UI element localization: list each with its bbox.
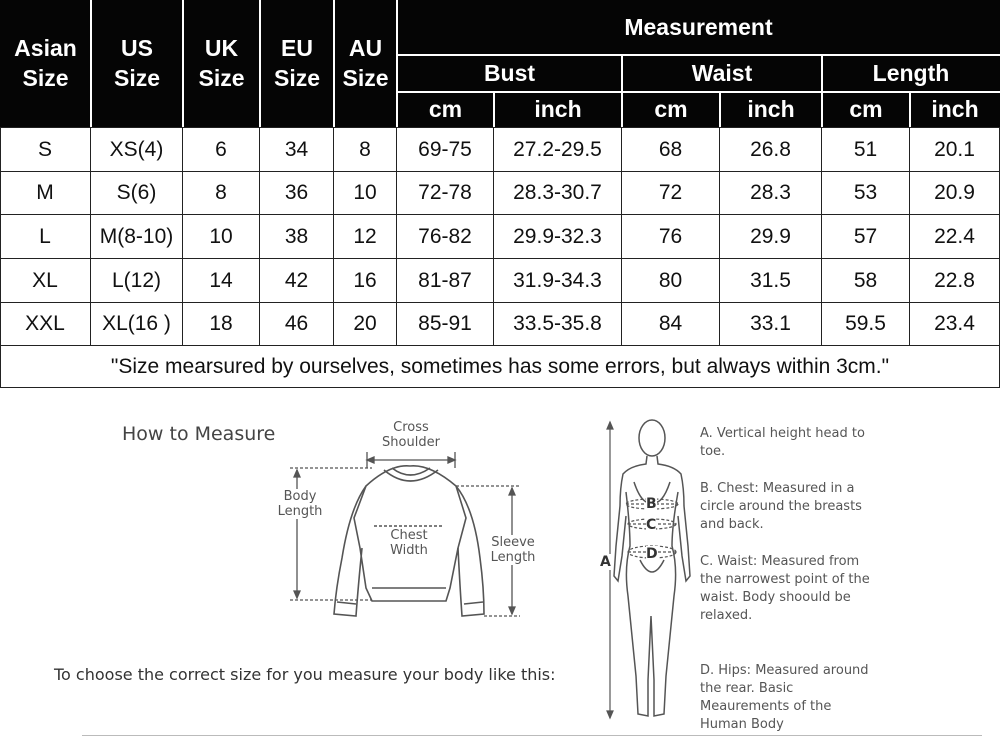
table-row: [0, 172, 1000, 214]
cell-length-cm: 51: [853, 137, 878, 161]
cell-bust-cm: 76-82: [418, 224, 472, 248]
header-divider: [182, 0, 184, 127]
header-us-size: [91, 0, 183, 127]
header-unit-label: cm: [428, 95, 463, 122]
marker-b: B: [646, 496, 657, 512]
cell-uk-size: 18: [209, 312, 233, 335]
cell-length-inch: 22.4: [934, 224, 975, 248]
header-us-size-label: US Size: [113, 34, 161, 91]
definition-c: C. Waist: Measured from the narrowest point of the waist. Body shoould be relaxed.: [700, 554, 870, 623]
measure-guide: [0, 388, 1000, 741]
cell-waist-inch: 28.3: [750, 181, 791, 204]
cell-length-cm: 58: [853, 268, 878, 292]
header-asian-size: [0, 0, 91, 127]
cell-waist-cm: 84: [658, 312, 683, 335]
header-measurement: [397, 0, 1000, 55]
cell-bust-inch: 28.3-30.7: [513, 181, 602, 204]
header-divider: [259, 0, 261, 127]
measurement-note: "Size mearsured by ourselves, sometimes has some errors, but always within 3cm.": [110, 355, 890, 378]
cell-us-size: M(8-10): [99, 224, 174, 248]
header-divider: [909, 92, 911, 127]
cell-au-size: 12: [353, 224, 377, 248]
cell-uk-size: 10: [209, 224, 233, 248]
header-measurement-label: Measurement: [624, 13, 773, 40]
marker-d: D: [646, 546, 658, 562]
cell-waist-cm: 76: [658, 224, 683, 248]
header-divider: [821, 55, 823, 127]
cell-asian-size: XXL: [25, 312, 65, 335]
header-unit-label: cm: [654, 95, 688, 122]
cell-us-size: S(6): [116, 181, 157, 204]
table-row: [0, 259, 1000, 302]
header-waist: [622, 55, 822, 92]
definition-d: D. Hips: Measured around the rear. Basic Meaurements of the Human Body: [700, 663, 869, 732]
cell-us-size: XL(16 ): [102, 312, 171, 335]
header-eu-size-label: EU Size: [273, 34, 321, 91]
cell-bust-cm: 85-91: [418, 312, 472, 335]
header-uk-size-label: UK Size: [198, 34, 245, 91]
header-length-inch: [910, 92, 1000, 127]
cell-uk-size: 8: [215, 181, 227, 204]
header-length-cm: [822, 92, 910, 127]
header-uk-size: [183, 0, 260, 127]
header-divider: [493, 92, 495, 127]
definition-b: B. Chest: Measured in a circle around the breasts and back.: [700, 481, 862, 532]
cell-waist-inch: 29.9: [750, 224, 791, 248]
cell-length-inch: 22.8: [934, 268, 975, 292]
cell-uk-size: 6: [215, 137, 227, 161]
cell-bust-inch: 31.9-34.3: [513, 268, 602, 292]
cell-eu-size: 46: [284, 312, 309, 335]
cell-length-cm: 59.5: [845, 312, 886, 335]
header-eu-size: [260, 0, 334, 127]
header-unit-label: cm: [849, 95, 883, 122]
chest-width-label: Chest Width: [384, 528, 434, 558]
header-divider: [397, 54, 1000, 56]
table-row: [0, 303, 1000, 345]
header-divider: [396, 0, 398, 127]
cell-asian-size: XL: [32, 268, 58, 292]
cell-waist-cm: 72: [658, 181, 683, 204]
header-bust-cm: [397, 92, 494, 127]
header-divider: [333, 0, 335, 127]
header-bust: [397, 55, 622, 92]
header-waist-label: Waist: [691, 59, 753, 86]
cell-bust-cm: 69-75: [418, 137, 472, 161]
table-row: [0, 215, 1000, 258]
cell-au-size: 20: [353, 312, 377, 335]
cell-bust-cm: 81-87: [418, 268, 472, 292]
cell-length-inch: 20.9: [934, 181, 975, 204]
table-row: [0, 128, 1000, 171]
header-bust-label: Bust: [483, 59, 536, 86]
cell-waist-cm: 80: [658, 268, 683, 292]
cell-asian-size: S: [37, 137, 52, 161]
cell-asian-size: M: [36, 181, 54, 204]
cell-eu-size: 42: [284, 268, 309, 292]
header-waist-inch: [720, 92, 822, 127]
cell-length-inch: 20.1: [934, 137, 975, 161]
cell-waist-inch: 31.5: [750, 268, 791, 292]
header-divider: [621, 55, 623, 127]
cell-au-size: 16: [353, 268, 377, 292]
instruction-text: To choose the correct size for you measure your body like this:: [54, 665, 556, 684]
body-length-label: Body Length: [270, 489, 330, 519]
cell-bust-inch: 29.9-32.3: [513, 224, 602, 248]
header-length-label: Length: [872, 59, 950, 86]
cell-eu-size: 34: [284, 137, 309, 161]
cell-us-size: XS(4): [109, 137, 164, 161]
cell-waist-cm: 68: [658, 137, 683, 161]
marker-a: A: [600, 554, 611, 570]
header-waist-cm: [622, 92, 720, 127]
header-divider: [719, 92, 721, 127]
header-unit-label: inch: [931, 95, 979, 122]
header-unit-label: inch: [534, 95, 582, 122]
marker-c: C: [646, 517, 657, 533]
cell-length-inch: 23.4: [934, 312, 975, 335]
bottom-divider: [82, 735, 982, 736]
cell-length-cm: 57: [853, 224, 878, 248]
cross-shoulder-label: Cross Shoulder: [382, 420, 440, 450]
cell-bust-inch: 33.5-35.8: [513, 312, 602, 335]
header-divider: [90, 0, 92, 127]
guide-title: How to Measure: [122, 423, 276, 445]
header-length: [822, 55, 1000, 92]
cell-uk-size: 14: [209, 268, 233, 292]
header-bust-inch: [494, 92, 622, 127]
cell-asian-size: L: [39, 224, 51, 248]
cell-au-size: 10: [353, 181, 377, 204]
cell-au-size: 8: [359, 137, 371, 161]
cell-waist-inch: 26.8: [750, 137, 791, 161]
cell-waist-inch: 33.1: [750, 312, 791, 335]
sleeve-length-label: Sleeve Length: [484, 535, 542, 565]
definition-a: A. Vertical height head to toe.: [700, 426, 865, 459]
cell-eu-size: 38: [284, 224, 309, 248]
cell-bust-cm: 72-78: [418, 181, 472, 204]
cell-length-cm: 53: [853, 181, 878, 204]
cell-bust-inch: 27.2-29.5: [513, 137, 602, 161]
header-au-size: [334, 0, 397, 127]
cell-us-size: L(12): [111, 268, 162, 292]
header-unit-label: inch: [747, 95, 795, 122]
header-asian-size-label: Asian Size: [14, 34, 77, 91]
cell-eu-size: 36: [284, 181, 309, 204]
header-au-size-label: AU Size: [342, 34, 389, 91]
